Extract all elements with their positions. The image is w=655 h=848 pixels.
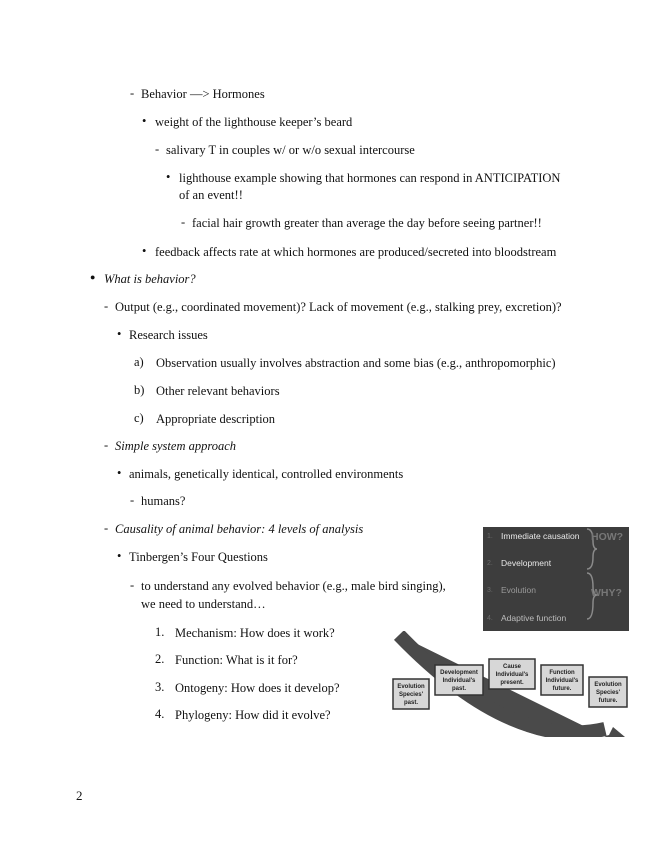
outline-item-understand: to understand any evolved behavior (e.g., male bird singing),: [141, 579, 446, 593]
outline-item-output: Output (e.g., coordinated movement)? Lack of movement (e.g., stalking prey, excretion)?: [115, 300, 562, 314]
level-number: 4.: [487, 615, 493, 622]
section-heading-what-is-behavior: What is behavior?: [104, 272, 196, 286]
level-label-evolution: Evolution: [501, 585, 536, 595]
filled-bullet-marker: ●: [90, 272, 96, 282]
list-marker-4: 4.: [155, 707, 165, 721]
timeline-box-development-sub2: past.: [451, 686, 467, 692]
outline-item-lighthouse-beard: weight of the lighthouse keeper’s beard: [155, 115, 353, 129]
timeline-box-evolution-past-title: Evolution: [397, 684, 425, 690]
outline-item-function: Function: What is it for?: [175, 653, 298, 667]
timeline-box-cause-title: Cause: [502, 664, 522, 670]
outline-item-research-issues: Research issues: [129, 328, 208, 342]
bullet-marker: •: [117, 466, 122, 480]
bullet-marker: •: [142, 114, 147, 128]
outline-item-issue-a: Observation usually involves abstraction and some bias (e.g., anthropomorphic): [156, 356, 556, 370]
level-label-development: Development: [501, 558, 552, 568]
timeline-box-development-sub: Individual's: [442, 678, 476, 684]
timeline-box-cause-sub: Individual's: [495, 672, 529, 678]
list-marker-3: 3.: [155, 680, 165, 694]
level-number: 3.: [487, 587, 493, 594]
timeline-box-function-sub2: future.: [552, 686, 572, 692]
why-label: WHY?: [591, 587, 622, 599]
outline-item-behavior-hormones: Behavior —> Hormones: [141, 87, 265, 101]
outline-item-phylogeny: Phylogeny: How did it evolve?: [175, 708, 331, 722]
outline-item-issue-c: Appropriate description: [156, 412, 276, 426]
timeline-box-evolution-future-sub: Species': [595, 690, 621, 696]
levels-of-analysis-figure: [483, 527, 629, 631]
dash-marker: -: [155, 142, 160, 156]
bullet-marker: •: [117, 327, 122, 341]
timeline-box-evolution-past-sub2: past.: [403, 700, 419, 706]
outline-item-animals: animals, genetically identical, controlled environments: [129, 467, 404, 481]
timeline-box-evolution-future-title: Evolution: [594, 682, 622, 688]
list-marker-a: a): [134, 355, 144, 369]
timeline-box-function-sub: Individual's: [545, 678, 579, 684]
timeline-box-function-title: Function: [549, 670, 575, 676]
bullet-marker: •: [117, 549, 122, 563]
list-marker-b: b): [134, 383, 145, 397]
outline-item-simple-system: Simple system approach: [115, 439, 237, 453]
dash-marker: -: [104, 521, 109, 535]
tinbergen-timeline-figure: [391, 631, 631, 737]
outline-item-humans: humans?: [141, 494, 186, 508]
outline-item-facial-hair: facial hair growth greater than average the day before seeing partner!!: [192, 216, 542, 230]
level-number: 1.: [487, 533, 493, 540]
dash-marker: -: [130, 493, 135, 507]
level-label-immediate-causation: Immediate causation: [501, 531, 580, 541]
list-marker-c: c): [134, 411, 144, 425]
dash-marker: -: [130, 86, 135, 100]
bullet-marker: •: [166, 170, 171, 184]
dash-marker: -: [104, 299, 109, 313]
bullet-marker: •: [142, 244, 147, 258]
outline-item-ontogeny: Ontogeny: How does it develop?: [175, 681, 340, 695]
level-label-adaptive-function: Adaptive function: [501, 613, 567, 623]
dash-marker: -: [181, 215, 186, 229]
outline-item-tinbergen: Tinbergen’s Four Questions: [129, 550, 268, 564]
outline-item-understand-cont: we need to understand…: [141, 597, 266, 611]
how-label: HOW?: [591, 531, 624, 543]
timeline-box-development-title: Development: [440, 670, 478, 676]
dash-marker: -: [104, 438, 109, 452]
outline-item-issue-b: Other relevant behaviors: [156, 384, 280, 398]
timeline-box-evolution-future-sub2: future.: [598, 698, 618, 704]
outline-item-lighthouse-example-cont: of an event!!: [179, 188, 243, 202]
list-marker-1: 1.: [155, 625, 165, 639]
timeline-arc: [391, 631, 631, 737]
outline-item-lighthouse-example: lighthouse example showing that hormones can respond in ANTICIPATION: [179, 171, 561, 185]
timeline-box-evolution-past-sub: Species': [398, 692, 424, 698]
timeline-box-cause-sub2: present.: [500, 680, 524, 686]
outline-item-mechanism: Mechanism: How does it work?: [175, 626, 335, 640]
dash-marker: -: [130, 578, 135, 592]
level-number: 2.: [487, 560, 493, 567]
outline-item-causality: Causality of animal behavior: 4 levels of analysis: [115, 522, 364, 536]
outline-item-feedback: feedback affects rate at which hormones are produced/secreted into bloodstream: [155, 245, 557, 259]
outline-item-salivary-t: salivary T in couples w/ or w/o sexual intercourse: [166, 143, 415, 157]
page-number: 2: [76, 788, 83, 803]
list-marker-2: 2.: [155, 652, 165, 666]
